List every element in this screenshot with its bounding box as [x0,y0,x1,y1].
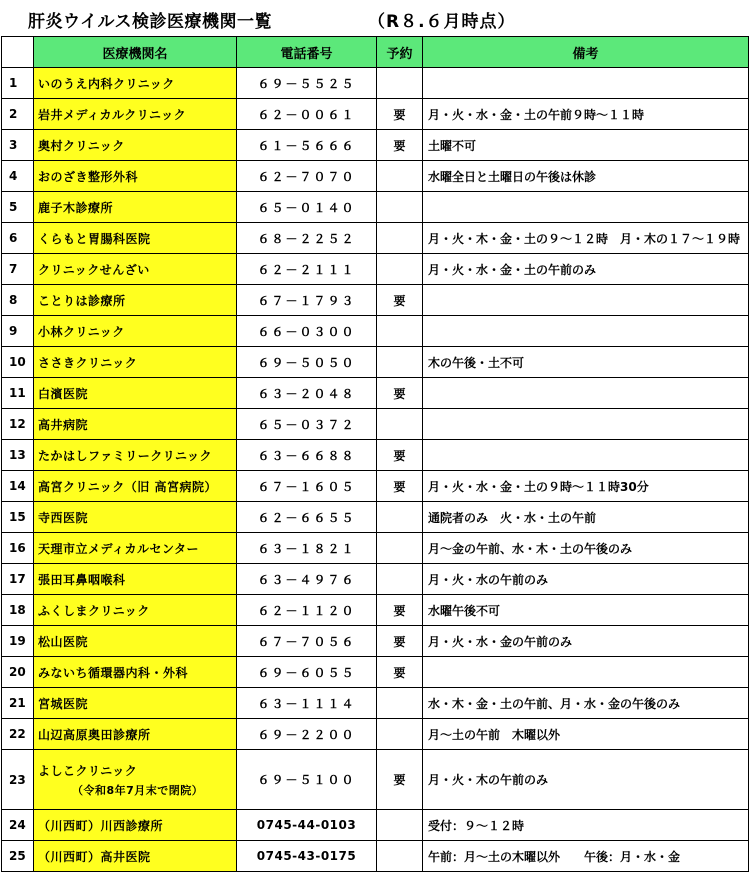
row-number: 23 [2,750,34,810]
clinic-name: 張田耳鼻咽喉科 [38,572,126,587]
row-number: 19 [2,626,34,657]
clinic-name: 宮城医院 [38,696,89,711]
reservation-required [377,316,423,347]
clinic-name-cell [34,502,237,533]
table-row [2,316,749,347]
clinic-name: くらもと胃腸科医院 [38,231,151,246]
phone-number: ６２－２１１１ [237,254,377,285]
remarks [423,440,749,471]
phone-number: ６３－６６８８ [237,440,377,471]
row-number: 8 [2,285,34,316]
row-number: 5 [2,192,34,223]
row-number: 2 [2,99,34,130]
row-number: 3 [2,130,34,161]
row-number: 20 [2,657,34,688]
phone-number: 0745-44-0103 [237,810,377,841]
clinic-name-cell [34,719,237,750]
reservation-required [377,192,423,223]
clinic-name: 松山医院 [38,634,89,649]
phone-number: ６９－５０５０ [237,347,377,378]
clinic-name-cell [34,657,237,688]
reservation-required [377,254,423,285]
remarks: 受付：９～１２時 [423,810,749,841]
header-reserve: 予約 [377,37,423,68]
clinic-name: 小林クリニック [38,324,125,339]
page-title: 肝炎ウイルス検診医療機関一覧 [28,12,272,32]
phone-number: ６２－１１２０ [237,595,377,626]
table-row [2,440,749,471]
clinic-name: ふくしまクリニック [38,603,150,618]
reservation-required [377,223,423,254]
reservation-required [377,719,423,750]
table-row [2,378,749,409]
remarks: 土曜不可 [423,130,749,161]
clinic-name: 寺西医院 [38,510,89,525]
remarks: 水曜午後不可 [423,595,749,626]
clinic-table [1,36,749,872]
reservation-required [377,68,423,99]
clinic-name-cell [34,564,237,595]
title-bar [0,0,750,36]
remarks [423,316,749,347]
clinic-name: 天理市立メディカルセンター [38,541,200,556]
phone-number: ６９－２２００ [237,719,377,750]
table-row [2,657,749,688]
phone-number: ６７－１６０５ [237,471,377,502]
phone-number: ６７－１７９３ [237,285,377,316]
clinic-name: 奥村クリニック [38,138,125,153]
clinic-name-cell [34,595,237,626]
reservation-required: 要 [377,440,423,471]
header-number [2,37,34,68]
reservation-required: 要 [377,130,423,161]
header-note: 備考 [423,37,749,68]
reservation-required: 要 [377,285,423,316]
row-number: 11 [2,378,34,409]
clinic-name: 山辺高原奥田診療所 [38,727,151,742]
row-number: 10 [2,347,34,378]
clinic-name-cell [34,316,237,347]
row-number: 18 [2,595,34,626]
phone-number: ６９－５５２５ [237,68,377,99]
reservation-required [377,347,423,378]
clinic-name: 白濱医院 [38,386,89,401]
row-number: 14 [2,471,34,502]
reservation-required: 要 [377,378,423,409]
reservation-required: 要 [377,626,423,657]
phone-number: ６５－０１４０ [237,192,377,223]
reservation-required: 要 [377,471,423,502]
table-row [2,285,749,316]
reservation-required: 要 [377,657,423,688]
row-number: 15 [2,502,34,533]
reservation-required [377,161,423,192]
clinic-name: （川西町）川西診療所 [38,818,164,833]
reservation-required: 要 [377,99,423,130]
phone-number: ６３－１８２１ [237,533,377,564]
remarks [423,192,749,223]
clinic-name-cell [34,192,237,223]
reservation-required: 要 [377,595,423,626]
clinic-name: ことりは診療所 [38,293,126,308]
clinic-name-cell [34,688,237,719]
table-row [2,68,749,99]
clinic-name-cell [34,223,237,254]
remarks: 月・火・水・金・土の午前のみ [423,254,749,285]
row-number: 24 [2,810,34,841]
row-number: 16 [2,533,34,564]
header-tel: 電話番号 [237,37,377,68]
table-row [2,810,749,841]
row-number: 13 [2,440,34,471]
reservation-required [377,502,423,533]
table-row [2,161,749,192]
row-number: 7 [2,254,34,285]
remarks: 月・火・水の午前のみ [423,564,749,595]
clinic-name-cell [34,99,237,130]
remarks: 月・火・木の午前のみ [423,750,749,810]
clinic-name-cell [34,130,237,161]
clinic-name-cell [34,161,237,192]
row-number: 21 [2,688,34,719]
clinic-name: クリニックせんざい [38,262,150,277]
remarks: 水曜全日と土曜日の午後は休診 [423,161,749,192]
clinic-name-cell [34,254,237,285]
as-of-date: （R８.６月時点） [368,12,516,32]
remarks [423,378,749,409]
phone-number: ６６－０３００ [237,316,377,347]
table-row [2,719,749,750]
remarks: 午前：月～土の木曜以外 午後：月・水・金 [423,841,749,872]
table-row [2,99,749,130]
table-row [2,471,749,502]
clinic-name: （川西町）高井医院 [38,849,151,864]
remarks: 通院者のみ 火・水・土の午前 [423,502,749,533]
row-number: 9 [2,316,34,347]
clinic-name-cell [34,626,237,657]
phone-number: ６２－００６１ [237,99,377,130]
remarks: 月～土の午前 木曜以外 [423,719,749,750]
clinic-name: 岩井メディカルクリニック [38,107,187,122]
phone-number: ６３－２０４８ [237,378,377,409]
table-row [2,750,749,810]
table-row [2,841,749,872]
clinic-name: よしこクリニック [38,763,138,778]
clinic-name-cell [34,285,237,316]
table-row [2,564,749,595]
clinic-name-cell [34,810,237,841]
phone-number: ６３－１１１４ [237,688,377,719]
table-body [2,68,749,872]
reservation-required [377,533,423,564]
remarks: 月・火・木・金・土の９～１２時 月・木の１７～１９時 [423,223,749,254]
remarks: 月～金の午前、水・木・土の午後のみ [423,533,749,564]
phone-number: ６２－６６５５ [237,502,377,533]
row-number: 17 [2,564,34,595]
reservation-required [377,841,423,872]
clinic-name: 高井病院 [38,417,89,432]
table-row [2,130,749,161]
phone-number: ６２－７０７０ [237,161,377,192]
phone-number: ６８－２２５２ [237,223,377,254]
clinic-name-cell [34,471,237,502]
row-number: 22 [2,719,34,750]
clinic-name: 高宮クリニック（旧 高宮病院） [38,479,217,494]
reservation-required [377,409,423,440]
row-number: 6 [2,223,34,254]
reservation-required [377,688,423,719]
table-row [2,688,749,719]
clinic-name-cell [34,68,237,99]
phone-number: 0745-43-0175 [237,841,377,872]
clinic-name: たかはしファミリークリニック [38,448,213,463]
clinic-name-cell [34,378,237,409]
row-number: 25 [2,841,34,872]
phone-number: ６９－６０５５ [237,657,377,688]
reservation-required [377,564,423,595]
phone-number: ６１－５６６６ [237,130,377,161]
clinic-name-cell [34,347,237,378]
clinic-name-cell [34,409,237,440]
clinic-name-cell [34,750,237,810]
table-row [2,502,749,533]
phone-number: ６７－７０５６ [237,626,377,657]
table-row [2,595,749,626]
remarks: 月・火・水・金・土の午前９時～１１時 [423,99,749,130]
header-name: 医療機関名 [34,37,237,68]
clinic-name: ささきクリニック [38,355,138,370]
remarks [423,68,749,99]
clinic-name: みないち循環器内科・外科 [38,665,189,680]
clinic-name-cell [34,841,237,872]
table-header-row [2,37,749,68]
remarks [423,285,749,316]
remarks [423,409,749,440]
remarks: 水・木・金・土の午前、月・水・金の午後のみ [423,688,749,719]
table-row [2,254,749,285]
clinic-name-cell [34,440,237,471]
table-row [2,192,749,223]
table-row [2,626,749,657]
clinic-name-note: （令和8年7月末で閉院） [72,783,204,797]
row-number: 4 [2,161,34,192]
remarks: 月・火・水・金の午前のみ [423,626,749,657]
remarks [423,657,749,688]
clinic-name: いのうえ内科クリニック [38,76,175,91]
phone-number: ６３－４９７６ [237,564,377,595]
table-row [2,409,749,440]
remarks: 木の午後・土不可 [423,347,749,378]
phone-number: ６９－５１００ [237,750,377,810]
phone-number: ６５－０３７２ [237,409,377,440]
reservation-required: 要 [377,750,423,810]
clinic-name: 鹿子木診療所 [38,200,114,215]
clinic-name: おのざき整形外科 [38,169,139,184]
table-row [2,223,749,254]
table-row [2,533,749,564]
row-number: 12 [2,409,34,440]
reservation-required [377,810,423,841]
clinic-name-cell [34,533,237,564]
table-row [2,347,749,378]
row-number: 1 [2,68,34,99]
remarks: 月・火・水・金・土の９時～１１時30分 [423,471,749,502]
